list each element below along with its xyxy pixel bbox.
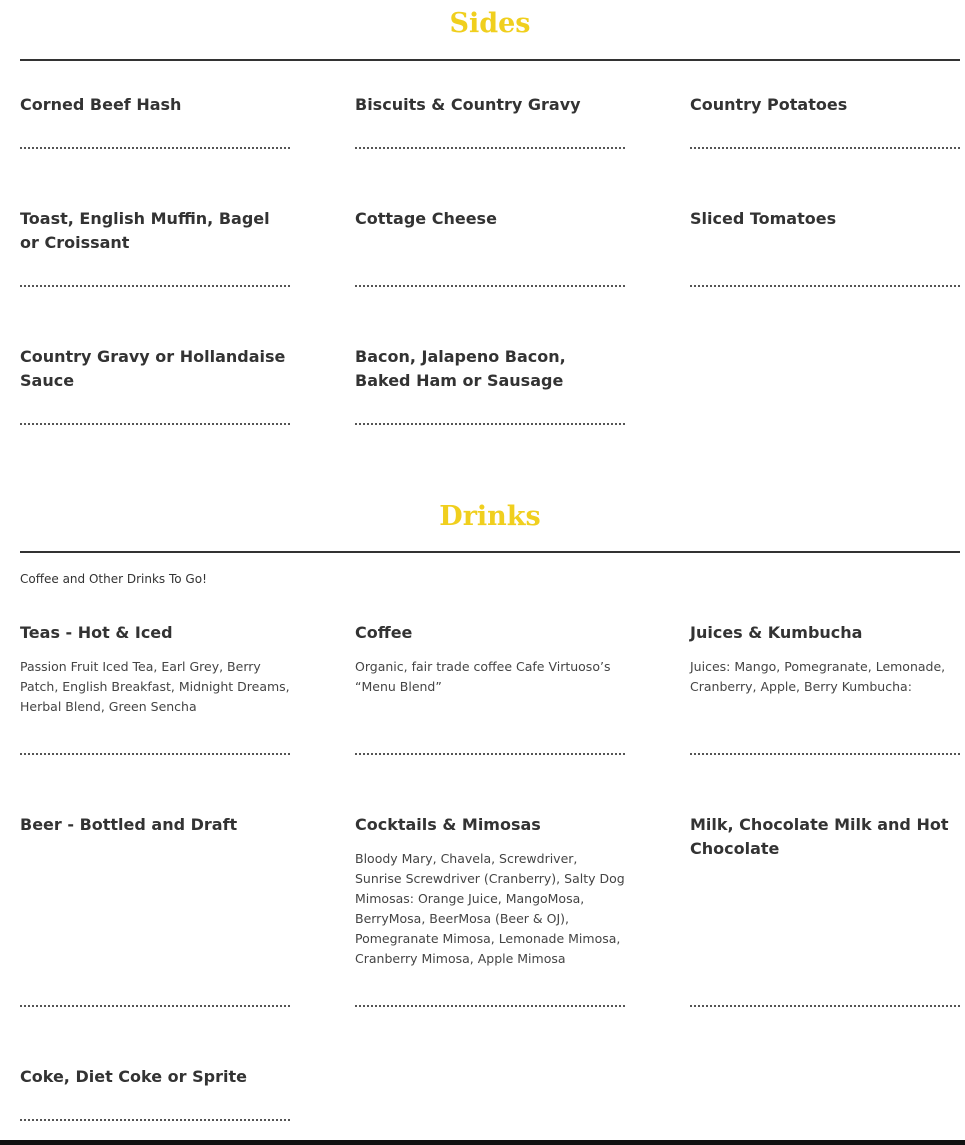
price-leader (690, 753, 960, 755)
item-name: Coke, Diet Coke or Sprite (20, 1067, 247, 1086)
item-name: Sliced Tomatoes (690, 209, 837, 228)
drinks-title: Drinks (439, 501, 541, 532)
price-leader (355, 147, 625, 149)
price-leader (355, 753, 625, 755)
item-description: Passion Fruit Iced Tea, Earl Grey, Berry Patch, English Breakfast, Midnight Dreams, Herbal Blend, Green Sencha (20, 659, 290, 714)
price-leader (20, 285, 290, 287)
sides-divider (20, 59, 960, 61)
item-name: Cocktails & Mimosas (355, 815, 541, 834)
item-description: Juices: Mango, Pomegranate, Lemonade, Cranberry, Apple, Berry Kumbucha: (690, 659, 946, 694)
item-name: Bacon, Jalapeno Bacon, Baked Ham or Sausage (355, 347, 566, 390)
item-name: Toast, English Muffin, Bagel or Croissant (20, 209, 270, 252)
sides-title: Sides (449, 8, 531, 39)
item-name: Country Gravy or Hollandaise Sauce (20, 347, 286, 390)
item-description: Bloody Mary, Chavela, Screwdriver, Sunrise Screwdriver (Cranberry), Salty Dog Mimosas: Orange Juice, MangoMosa, BerryMosa, BeerMosa (Beer & OJ), Pomegranate Mimosa, Lemonade Mimosa, Cranberry Mimosa, Apple Mimosa (355, 851, 625, 966)
price-leader (20, 1005, 290, 1007)
price-leader (690, 147, 960, 149)
item-name: Juices & Kumbucha (690, 623, 863, 642)
item-name: Cottage Cheese (355, 209, 497, 228)
item-name: Teas - Hot & Iced (20, 623, 173, 642)
price-leader (355, 1005, 625, 1007)
drinks-note: Coffee and Other Drinks To Go! (20, 572, 207, 586)
item-name: Corned Beef Hash (20, 95, 182, 114)
item-name: Biscuits & Country Gravy (355, 95, 581, 114)
drinks-divider (20, 551, 960, 553)
price-leader (690, 1005, 960, 1007)
price-leader (20, 147, 290, 149)
price-leader (355, 423, 625, 425)
item-name: Coffee (355, 623, 413, 642)
price-leader (690, 285, 960, 287)
page-bottom-border (0, 1140, 965, 1145)
price-leader (355, 285, 625, 287)
price-leader (20, 753, 290, 755)
item-name: Milk, Chocolate Milk and Hot Chocolate (690, 815, 949, 858)
price-leader (20, 423, 290, 425)
price-leader (20, 1119, 290, 1121)
item-name: Beer - Bottled and Draft (20, 815, 238, 834)
item-name: Country Potatoes (690, 95, 848, 114)
item-description: Organic, fair trade coffee Cafe Virtuoso’s “Menu Blend” (355, 659, 611, 694)
